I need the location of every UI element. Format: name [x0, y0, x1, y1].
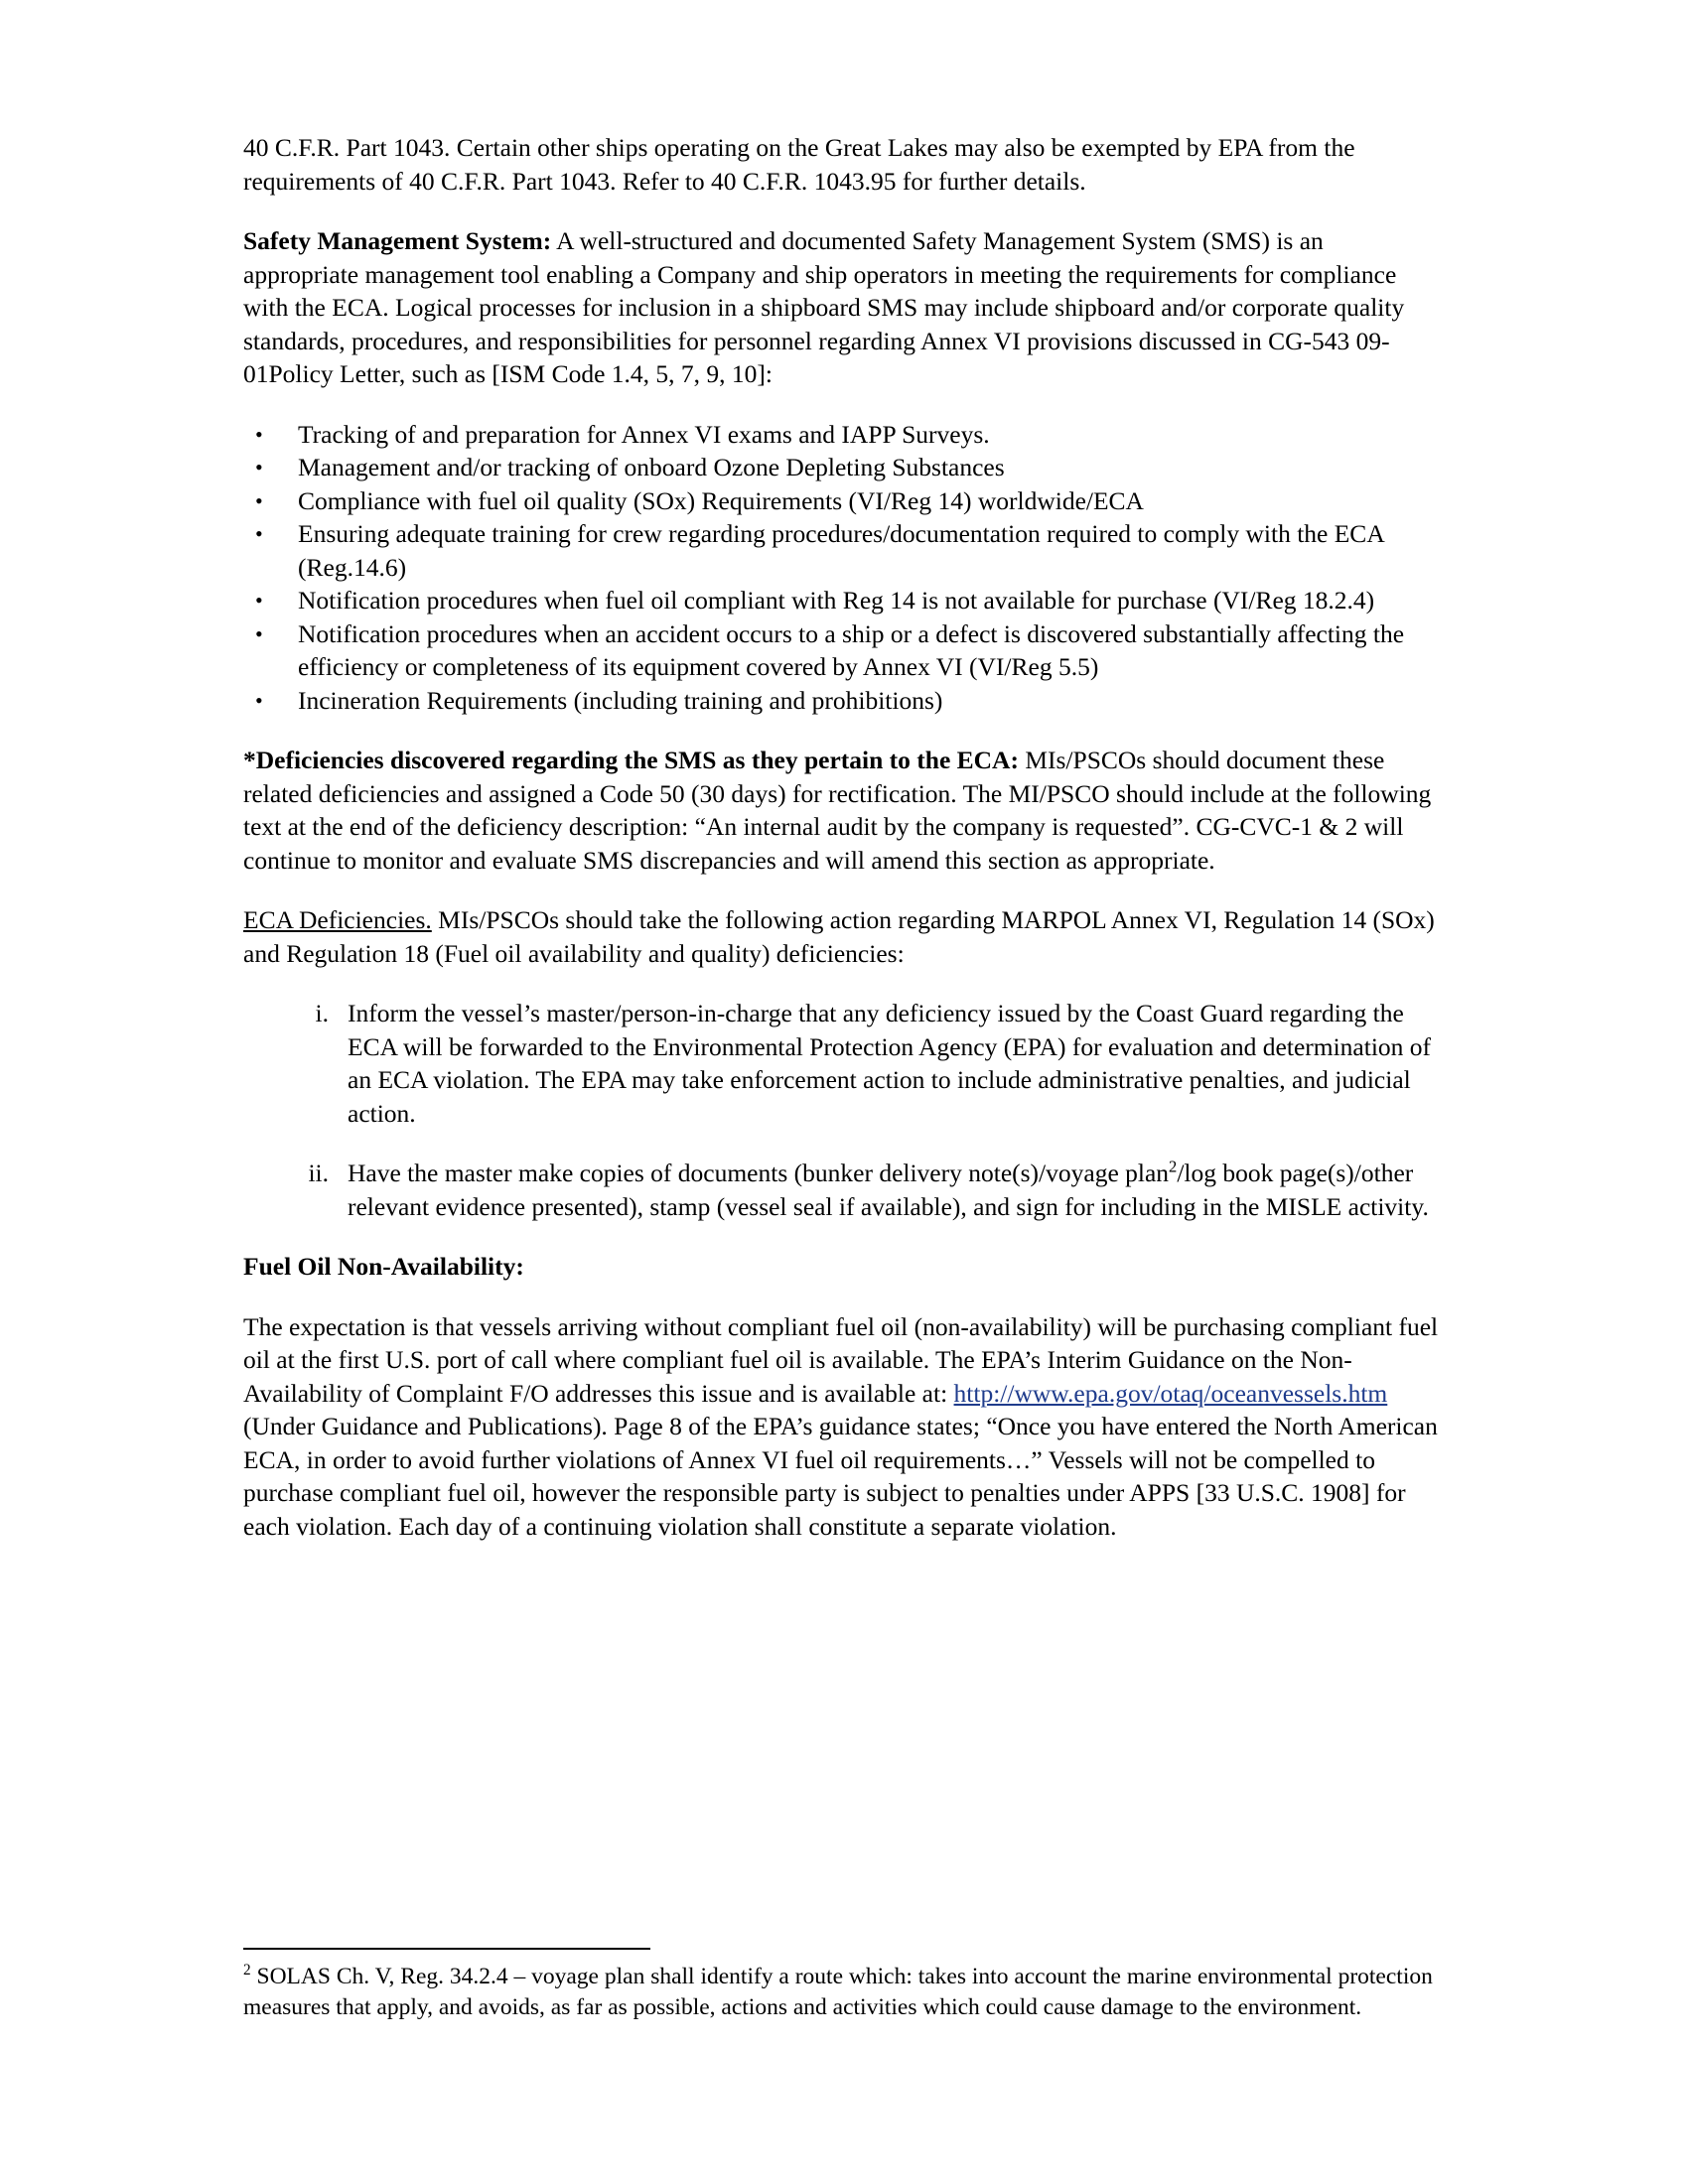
footnote-separator-rule — [243, 1948, 650, 1950]
sms-deficiencies-heading: *Deficiencies discovered regarding the SMS as they pertain to the ECA: — [243, 746, 1019, 774]
list-item — [243, 1157, 1440, 1223]
footnote-text: SOLAS Ch. V, Reg. 34.2.4 – voyage plan shall identify a route which: takes into account the marine environmental protection measures that apply, and avoids, as far as possible, actions and activities which could cause damage to the environment. — [243, 1964, 1433, 2020]
page-content — [243, 131, 1440, 1570]
fuel-oil-heading — [243, 1250, 1440, 1284]
bullet-icon: • — [255, 521, 263, 546]
eca-deficiencies-paragraph — [243, 903, 1440, 970]
list-item-label-part2: /log book page(s)/other relevant evidence presented), stamp (vessel seal if available), and sign for including in the MISLE activity. — [348, 1159, 1429, 1221]
fuel-oil-paragraph-part2: (Under Guidance and Publications). Page 8 of the EPA’s guidance states; “Once you have entered the North American ECA, in order to avoid further violations of Annex VI fuel oil requirements…” Vessels will not be compelled to purchase compliant fuel oil, however the responsible party is subject to penalties under APPS [33 U.S.C. 1908] for each violation. Each day of a continuing violation shall constitute a separate violation. — [243, 1412, 1438, 1541]
footnote — [243, 1962, 1440, 2023]
bullet-icon: • — [255, 455, 263, 479]
eca-deficiencies-ordered-list — [243, 997, 1440, 1223]
sms-bullet-list — [243, 418, 1440, 718]
list-item — [243, 418, 1440, 452]
footnote-marker: 2 — [243, 1962, 251, 1979]
list-item-label: Notification procedures when an accident occurs to a ship or a defect is discovered substantially affecting the efficiency or completeness of its equipment covered by Annex VI (VI/Reg 5.5) — [298, 618, 1405, 681]
list-item — [243, 684, 1440, 718]
list-item-label: Inform the vessel’s master/person-in-charge that any deficiency issued by the Coast Guard regarding the ECA will be forwarded to the Environmental Protection Agency (EPA) for evaluation and determination of an ECA violation. The EPA may take enforcement action to include administrative penalties, and judicial action. — [348, 999, 1432, 1128]
list-item — [243, 617, 1440, 684]
fuel-oil-heading-label: Fuel Oil Non-Availability: — [243, 1252, 524, 1281]
bullet-icon: • — [255, 687, 263, 713]
epa-oceanvessels-link[interactable]: http://www.epa.gov/otaq/oceanvessels.htm — [953, 1378, 1388, 1408]
fuel-oil-paragraph-part1: The expectation is that vessels arriving without compliant fuel oil (non-availability) will be purchasing compliant fuel oil at the first U.S. port of call where compliant fuel oil is available. The EPA’s Interim Guidance on the Non-Availability of Complaint F/O addresses this issue and is available at: — [243, 1311, 1439, 1408]
list-item-marker: ii. — [308, 1159, 329, 1187]
footnote-reference-marker: 2 — [1169, 1157, 1178, 1176]
continued-paragraph: 40 C.F.R. Part 1043. Certain other ships operating on the Great Lakes may also be exempted by EPA from the requirements of 40 C.F.R. Part 1043. Refer to 40 C.F.R. 1043.95 for further details. — [243, 133, 1355, 196]
list-item-label: Compliance with fuel oil quality (SOx) Requirements (VI/Reg 14) worldwide/ECA — [298, 485, 1144, 515]
sms-deficiencies-paragraph — [243, 744, 1440, 877]
footnote-block — [243, 1948, 1440, 2023]
list-item-marker: i. — [315, 999, 329, 1027]
list-item-label: Ensuring adequate training for crew regarding procedures/documentation required to comply with the ECA (Reg.14.6) — [298, 519, 1384, 582]
sms-body: A well-structured and documented Safety Management System (SMS) is an appropriate management tool enabling a Company and ship operators in meeting the requirements for compliance with the ECA. Logical processes for inclusion in a shipboard SMS may include shipboard and/or corporate quality standards, procedures, and responsibilities for personnel regarding Annex VI provisions discussed in CG-543 09-01Policy Letter, such as [ISM Code 1.4, 5, 7, 9, 10]: — [243, 226, 1405, 388]
list-item — [243, 517, 1440, 584]
sms-heading: Safety Management System: — [243, 226, 552, 255]
eca-deficiencies-body: MIs/PSCOs should take the following action regarding MARPOL Annex VI, Regulation 14 (SOx) and Regulation 18 (Fuel oil availability and quality) deficiencies: — [243, 905, 1435, 968]
list-item-label: Notification procedures when fuel oil compliant with Reg 14 is not available for purchase (VI/Reg 18.2.4) — [298, 586, 1375, 614]
list-item — [243, 484, 1440, 518]
bullet-icon: • — [255, 487, 263, 513]
list-item-label: Incineration Requirements (including training and prohibitions) — [298, 685, 943, 715]
bullet-icon: • — [255, 620, 263, 646]
sms-deficiencies-body: MIs/PSCOs should document these related deficiencies and assigned a Code 50 (30 days) for rectification. The MI/PSCO should include at the following text at the end of the deficiency description: “An internal audit by the company is requested”. CG-CVC-1 & 2 will continue to monitor and evaluate SMS discrepancies and will amend this section as appropriate. — [243, 746, 1432, 875]
eca-deficiencies-heading: ECA Deficiencies. — [243, 905, 432, 934]
list-item-label-part1: Have the master make copies of documents (bunker delivery note(s)/voyage plan — [348, 1159, 1170, 1187]
list-item — [243, 451, 1440, 484]
safety-management-system-paragraph — [243, 224, 1440, 391]
fuel-oil-paragraph — [243, 1310, 1440, 1544]
bullet-icon: • — [255, 421, 263, 447]
bullet-icon: • — [255, 588, 263, 613]
list-item — [243, 997, 1440, 1130]
list-item — [243, 584, 1440, 617]
list-item-label: Tracking of and preparation for Annex VI exams and IAPP Surveys. — [298, 419, 990, 449]
list-item-label: Management and/or tracking of onboard Ozone Depleting Substances — [298, 453, 1005, 481]
